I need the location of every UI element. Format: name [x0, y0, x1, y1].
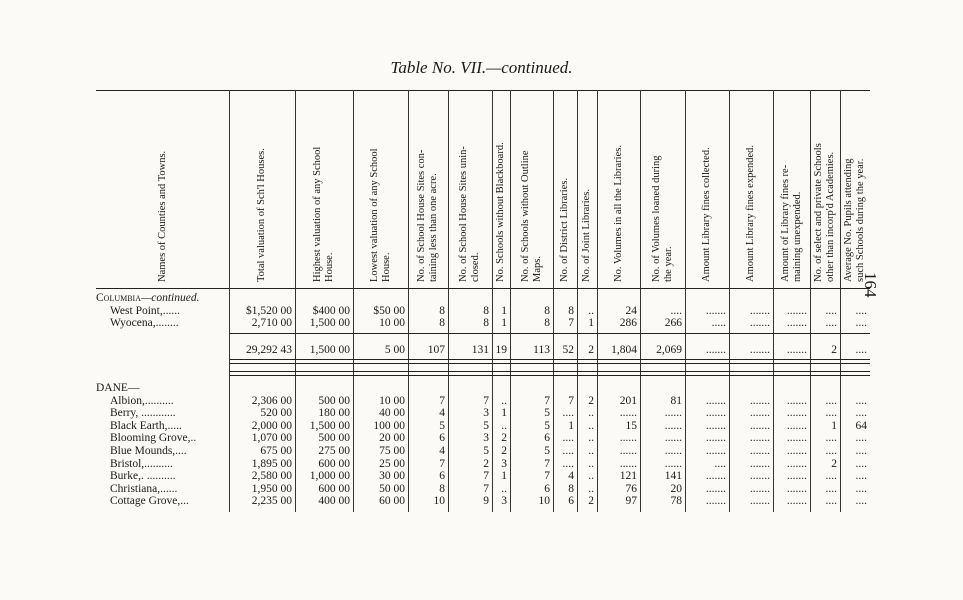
table-cell: 8 [439, 482, 445, 495]
table-cell: 8 [544, 317, 550, 330]
table-cell: ...... [619, 445, 637, 457]
table-cell: 675 00 [260, 445, 292, 457]
column-rule [640, 90, 641, 512]
table-cell: 4 [568, 470, 574, 483]
column-rule [685, 90, 686, 512]
table-cell: 10 [538, 495, 550, 508]
table-cell: 2 [501, 432, 507, 445]
column-header-line: Lowest valuation of any School [368, 148, 380, 282]
table-cell: 5 [544, 407, 550, 420]
column-header-line: other than incorp'd Academies. [825, 151, 836, 282]
table-cell: 286 [619, 317, 637, 330]
table-cell: .... [855, 304, 867, 317]
table-cell: .... [855, 445, 867, 457]
column-header [780, 165, 804, 282]
table-cell: 10 00 [379, 394, 405, 407]
table-cell: .... [855, 495, 867, 508]
table-cell: .... [855, 432, 867, 445]
total-double-rule [229, 359, 870, 364]
table-cell: 20 00 [379, 432, 405, 445]
table-cell: ....... [786, 407, 807, 420]
column-header [157, 151, 169, 282]
table-cell: ....... [749, 304, 770, 317]
table-cell: 6 [439, 432, 445, 445]
table-cell: ...... [664, 419, 682, 432]
table-cell: .... [825, 445, 837, 457]
column-header-line: Maps. [531, 256, 543, 282]
table-cell: 8 [483, 304, 489, 317]
table-cell: 9 [483, 495, 489, 508]
total-cell: 2 [831, 343, 837, 356]
column-rule [510, 90, 511, 512]
table-cell: .. [588, 470, 594, 483]
town-name: Berry, ............ [110, 407, 176, 420]
table-cell: 2 [588, 394, 594, 407]
column-rule [597, 90, 598, 512]
table-cell: 275 00 [318, 445, 350, 457]
town-name: West Point,...... [110, 304, 180, 317]
column-header-line: No. of Schools without Outline [519, 150, 531, 282]
table-cell: 6 [544, 482, 550, 495]
column-rule [773, 90, 774, 512]
table-cell: 1 [588, 317, 594, 330]
table-top-rule [96, 90, 870, 91]
table-cell: 1 [501, 407, 507, 420]
column-header-line: such Schools during the year. [855, 158, 866, 282]
table-cell: .... [825, 482, 837, 495]
table-cell: ....... [749, 457, 770, 470]
table-cell: 2,710 00 [251, 317, 292, 330]
table-cell: ...... [619, 457, 637, 470]
table-cell: 2 [831, 457, 837, 470]
table-cell: 2 [501, 445, 507, 457]
column-header-line: taining less than one acre. [428, 173, 439, 282]
table-cell: 2 [483, 457, 489, 470]
table-cell: 5 [544, 419, 550, 432]
table-cell: ....... [705, 394, 726, 407]
table-cell: .. [501, 482, 507, 495]
table-cell: 5 [483, 445, 489, 457]
total-cell: 1,804 [611, 343, 637, 356]
table-cell: .. [501, 394, 507, 407]
table-cell: 266 [664, 317, 682, 330]
table-cell: 500 00 [318, 432, 350, 445]
table-cell: .... [855, 482, 867, 495]
table-cell: 10 00 [379, 317, 405, 330]
town-name: Burke,. .......... [110, 470, 176, 483]
table-cell: ....... [705, 304, 726, 317]
column-header-line: Amount of Library fines re- [779, 164, 791, 282]
table-title: Table No. VII.—continued. [390, 58, 573, 77]
table-cell: .... [855, 470, 867, 483]
column-header [312, 147, 336, 282]
table-cell: 97 [625, 495, 637, 508]
table-cell: .... [562, 457, 574, 470]
county-label: DANE— [96, 382, 140, 394]
table-cell: ....... [749, 495, 770, 508]
table-cell: .... [825, 317, 837, 330]
table-cell: .... [825, 304, 837, 317]
total-cell: 2 [588, 343, 594, 356]
table-cell: 1 [568, 419, 574, 432]
table-cell: 141 [664, 470, 682, 483]
table-cell: ....... [749, 419, 770, 432]
column-header-line: Amount Library fines collected. [701, 147, 712, 282]
table-cell: 2,235 00 [251, 495, 292, 508]
column-header [559, 178, 571, 282]
table-cell: ....... [749, 432, 770, 445]
table-cell: ....... [749, 445, 770, 457]
column-rule [229, 90, 230, 512]
column-header [843, 159, 867, 282]
table-cell: 8 [568, 304, 574, 317]
column-header-line: Total valuation of Sch'l Houses. [256, 148, 267, 282]
table-cell: .. [588, 419, 594, 432]
column-header-line: No. Schools without Blackboard. [495, 142, 506, 282]
table-cell: ....... [705, 482, 726, 495]
county-label [96, 292, 199, 305]
table-cell: 2,580 00 [251, 470, 292, 483]
column-header-line: No. of District Libraries. [559, 177, 570, 282]
total-cell: 5 00 [384, 343, 405, 356]
subtotal-rule [229, 333, 870, 334]
table-cell: 7 [439, 457, 445, 470]
table-cell: 7 [544, 394, 550, 407]
table-cell: 1,500 00 [309, 419, 350, 432]
table-cell: 10 [433, 495, 445, 508]
table-cell: 100 00 [373, 419, 405, 432]
column-header-line: Average No. Pupils attending [843, 158, 854, 282]
table-cell: ..... [711, 317, 726, 330]
table-cell: .... [714, 457, 726, 470]
table-cell: ...... [619, 432, 637, 445]
table-cell: 2,000 00 [251, 419, 292, 432]
table-cell: .. [588, 432, 594, 445]
column-header-line: No. of School House Sites con- [416, 149, 427, 282]
table-cell: 7 [439, 394, 445, 407]
column-rule [840, 90, 841, 512]
table-cell: 7 [483, 482, 489, 495]
table-cell: ....... [786, 394, 807, 407]
table-cell: ....... [705, 445, 726, 457]
table-cell: 121 [619, 470, 637, 483]
table-cell: ....... [749, 407, 770, 420]
table-cell: .. [588, 457, 594, 470]
column-header [613, 145, 625, 282]
table-cell: ....... [749, 470, 770, 483]
table-cell: 7 [483, 394, 489, 407]
county-suffix: —continued. [141, 292, 200, 304]
town-name: Bristol,.......... [110, 457, 173, 470]
table-cell: 7 [568, 317, 574, 330]
column-rule [408, 90, 409, 512]
table-cell: 7 [544, 470, 550, 483]
table-cell: 1 [501, 317, 507, 330]
table-cell: .... [825, 495, 837, 508]
table-cell: .... [670, 304, 682, 317]
column-header-line: No. of School House Sites unin- [458, 146, 469, 282]
town-name: Black Earth,..... [110, 419, 182, 432]
column-header [369, 148, 393, 282]
table-cell: 1 [501, 470, 507, 483]
table-cell: 78 [670, 495, 682, 508]
table-cell: 5 [483, 419, 489, 432]
table-cell: .. [501, 419, 507, 432]
column-header-line: House. [380, 252, 392, 282]
table-cell: ....... [749, 317, 770, 330]
total-cell: ....... [749, 343, 770, 356]
column-header-line: No. of Joint Libraries. [581, 188, 592, 282]
table-cell: ....... [786, 495, 807, 508]
table-cell: 3 [483, 432, 489, 445]
table-cell: 24 [625, 304, 637, 317]
column-header-line: Names of Counties and Towns. [156, 150, 168, 282]
table-cell: 7 [544, 457, 550, 470]
table-cell: ...... [664, 445, 682, 457]
table-cell: .... [855, 317, 867, 330]
column-header [651, 156, 675, 282]
table-cell: ....... [786, 482, 807, 495]
table-cell: 8 [439, 304, 445, 317]
table-cell: 5 [544, 445, 550, 457]
table-cell: .... [825, 432, 837, 445]
column-rule [492, 90, 493, 512]
table-cell: 64 [855, 419, 867, 432]
table-cell: .. [588, 304, 594, 317]
table-cell: 5 [439, 419, 445, 432]
table-cell: ....... [786, 304, 807, 317]
table-cell: 2,306 00 [251, 394, 292, 407]
total-cell: 113 [533, 343, 550, 356]
table-cell: 2 [588, 495, 594, 508]
table-cell: 3 [501, 495, 507, 508]
table-cell: 1,070 00 [251, 432, 292, 445]
table-cell: 1,950 00 [251, 482, 292, 495]
table-cell: .... [855, 407, 867, 420]
table-cell: 600 00 [318, 457, 350, 470]
column-header [520, 150, 544, 282]
table-cell: ....... [786, 445, 807, 457]
column-header-line: Amount Library fines expended. [745, 144, 756, 282]
total-cell: 131 [471, 343, 489, 356]
table-cell: ....... [705, 419, 726, 432]
table-cell: .... [562, 445, 574, 457]
table-cell: .. [588, 482, 594, 495]
table-cell: ....... [786, 419, 807, 432]
table-cell: 15 [625, 419, 637, 432]
table-cell: .. [588, 445, 594, 457]
total-cell: 19 [495, 343, 507, 356]
table-cell: 600 00 [318, 482, 350, 495]
total-cell: .... [855, 343, 867, 356]
total-cell: ....... [786, 343, 807, 356]
town-name: Cottage Grove,... [110, 495, 189, 508]
table-cell: 40 00 [379, 407, 405, 420]
table-cell: ....... [749, 482, 770, 495]
header-bottom-rule [96, 288, 870, 289]
table-cell: ....... [749, 394, 770, 407]
total-cell: 1,500 00 [309, 343, 350, 356]
table-cell: ...... [664, 407, 682, 420]
table-cell: 76 [625, 482, 637, 495]
column-header-line: the year. [662, 246, 674, 282]
table-cell: 8 [483, 317, 489, 330]
page-number: 164 [861, 272, 880, 298]
town-name: Blooming Grove,.. [110, 432, 197, 445]
table-cell: .. [588, 407, 594, 420]
table-cell: ....... [786, 470, 807, 483]
table-cell: 520 00 [260, 407, 292, 420]
table-cell: ....... [786, 317, 807, 330]
column-rule [810, 90, 811, 512]
table-cell: 3 [501, 457, 507, 470]
table-cell: 4 [439, 407, 445, 420]
table-cell: 6 [568, 495, 574, 508]
table-cell: ...... [664, 457, 682, 470]
table-cell: 60 00 [379, 495, 405, 508]
column-rule [295, 90, 296, 512]
column-header-line: maining unexpended. [791, 191, 803, 282]
column-header-line: No. of Volumes loaned during [650, 155, 662, 282]
column-header [745, 145, 757, 282]
town-name: Blue Mounds,.... [110, 445, 187, 457]
column-rule [353, 90, 354, 512]
column-header [581, 189, 593, 282]
town-name: Christiana,...... [110, 482, 178, 495]
table-cell: .... [562, 407, 574, 420]
table-cell: .... [562, 432, 574, 445]
column-header [416, 150, 440, 282]
table-cell: 1,500 00 [309, 317, 350, 330]
column-header [256, 148, 268, 282]
column-rule [577, 90, 578, 512]
county-name: Columbia [96, 292, 142, 304]
table-cell: 8 [439, 317, 445, 330]
total-double-rule [229, 371, 870, 376]
table-cell: 81 [670, 394, 682, 407]
table-cell: 7 [568, 394, 574, 407]
table-cell: 1 [831, 419, 837, 432]
column-header [495, 142, 507, 282]
total-cell: ....... [705, 343, 726, 356]
total-cell: 2,069 [656, 343, 682, 356]
table-cell: 8 [544, 304, 550, 317]
column-rule [729, 90, 730, 512]
table-cell: .... [825, 394, 837, 407]
column-header [813, 143, 837, 282]
table-cell: $1,520 00 [246, 304, 292, 317]
table-cell: ....... [786, 457, 807, 470]
table-cell: ...... [619, 407, 637, 420]
town-name: Wyocena,........ [110, 317, 179, 330]
table-cell: .... [825, 470, 837, 483]
total-cell: 29,292 43 [246, 343, 292, 356]
table-cell: 400 00 [318, 495, 350, 508]
column-header-line: Highest valuation of any School [312, 146, 323, 282]
table-cell: ....... [705, 495, 726, 508]
total-cell: 107 [427, 343, 445, 356]
table-cell: 6 [439, 470, 445, 483]
table-cell: 1 [501, 304, 507, 317]
column-header-line: No. of select and private Schools [813, 143, 824, 282]
table-cell: 30 00 [379, 470, 405, 483]
column-header-line: closed. [470, 252, 481, 282]
table-cell: 20 [670, 482, 682, 495]
table-cell: 50 00 [379, 482, 405, 495]
table-cell: 3 [483, 407, 489, 420]
table-cell: 1,895 00 [251, 457, 292, 470]
table-cell: $50 00 [373, 304, 405, 317]
table-cell: 180 00 [318, 407, 350, 420]
table-cell: 201 [619, 394, 637, 407]
column-header-line: House. [324, 252, 335, 282]
table-cell: 4 [439, 445, 445, 457]
table-cell: ....... [705, 407, 726, 420]
table-cell: ....... [705, 432, 726, 445]
table-cell: 8 [568, 482, 574, 495]
town-name: Albion,.......... [110, 394, 174, 407]
table-cell: .... [855, 394, 867, 407]
total-cell: 52 [562, 343, 574, 356]
table-cell: $400 00 [312, 304, 350, 317]
column-header [458, 146, 482, 282]
column-rule [553, 90, 554, 512]
table-cell: 6 [544, 432, 550, 445]
column-header [701, 147, 713, 282]
table-cell: .... [825, 407, 837, 420]
column-rule [448, 90, 449, 512]
table-cell: ....... [705, 470, 726, 483]
table-cell: 25 00 [379, 457, 405, 470]
table-cell: 500 00 [318, 394, 350, 407]
table-cell: 1,000 00 [309, 470, 350, 483]
table-cell: ....... [786, 432, 807, 445]
table-cell: ...... [664, 432, 682, 445]
table-cell: 75 00 [379, 445, 405, 457]
table-cell: 7 [483, 470, 489, 483]
column-header-line: No. Volumes in all the Libraries. [612, 145, 624, 282]
table-cell: .... [855, 457, 867, 470]
